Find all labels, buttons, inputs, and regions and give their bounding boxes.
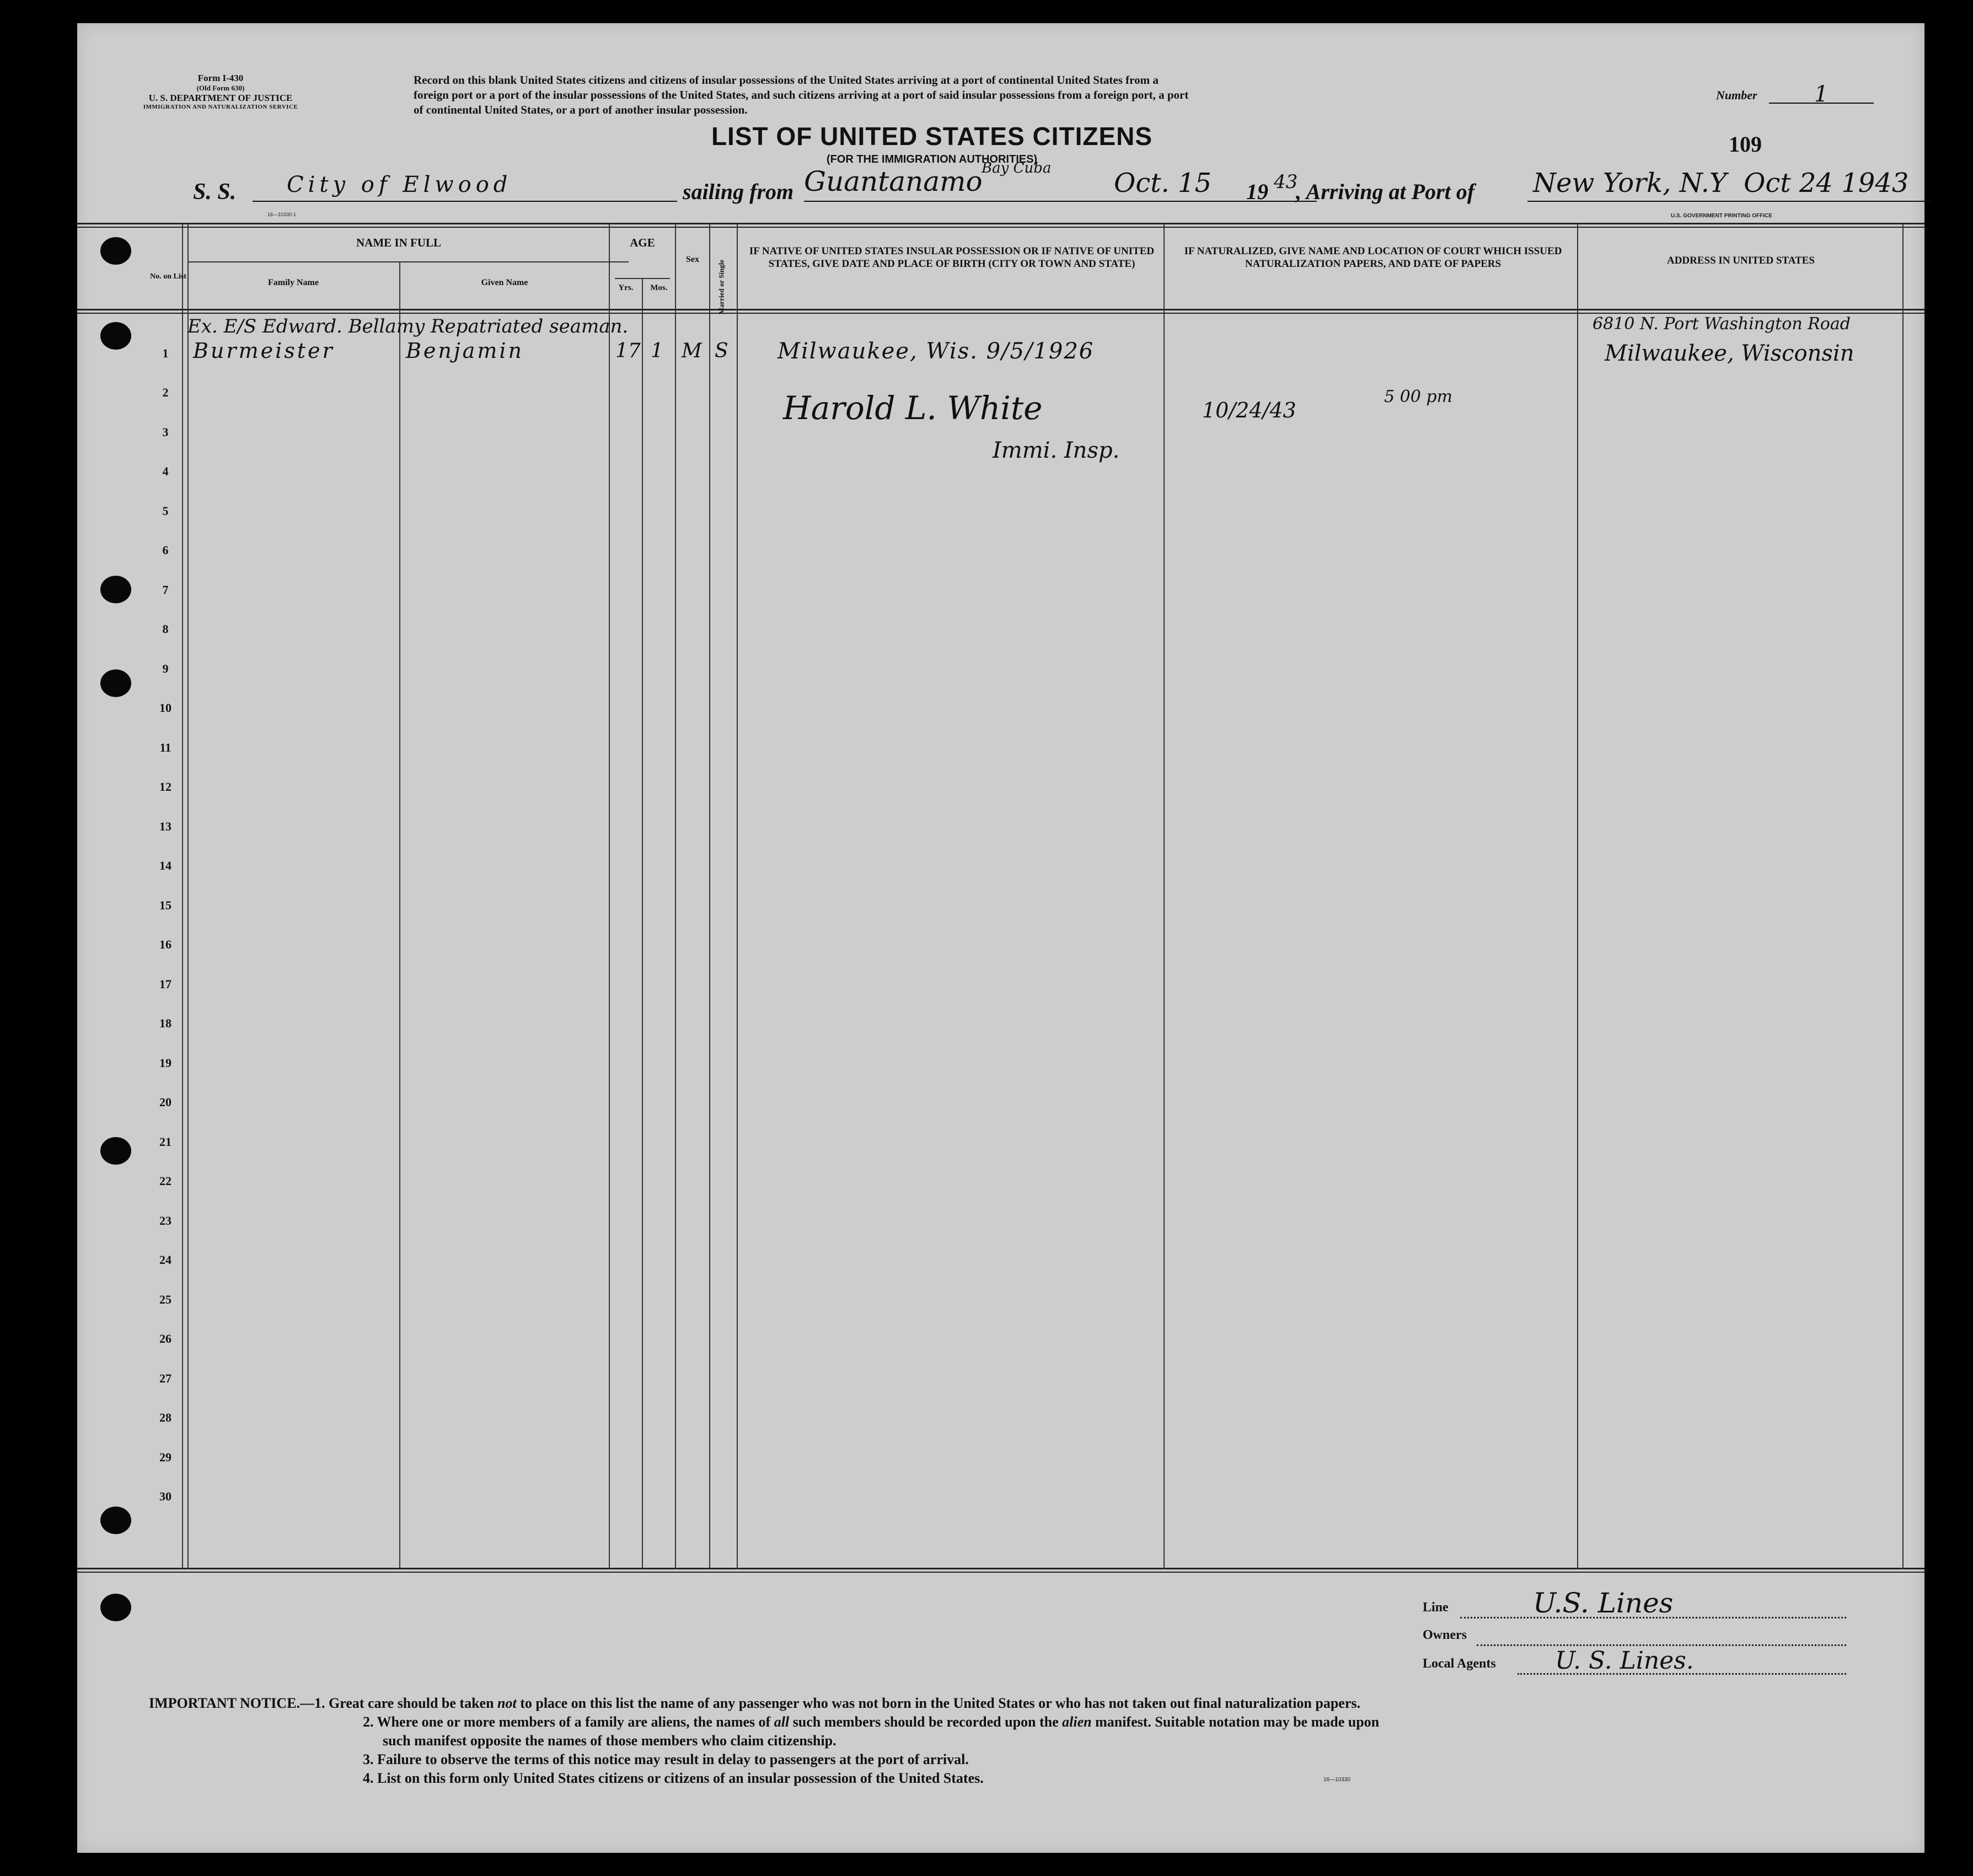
header-native-birth: IF NATIVE OF UNITED STATES INSULAR POSSESSION OR IF NATIVE OF UNITED STATES, GIVE DATE AND PLACE OF BIRTH (CITY OR TOWN AND STATE) <box>749 245 1155 270</box>
notice-emphasis: all <box>774 1714 790 1730</box>
row-number: 3 <box>162 425 169 439</box>
row-number: 18 <box>159 1016 171 1030</box>
notice-text: such members should be recorded upon the <box>789 1714 1063 1730</box>
row-number: 5 <box>162 504 169 518</box>
local-agents-value: U. S. Lines. <box>1555 1647 1694 1675</box>
column-divider <box>187 224 189 1569</box>
punch-hole <box>100 1594 131 1621</box>
column-divider <box>675 224 676 1569</box>
header-bottom-border <box>77 309 1924 310</box>
row-number: 12 <box>159 780 171 794</box>
row1-age-months: 1 <box>651 340 663 362</box>
row-number: 26 <box>159 1332 171 1346</box>
row-number: 4 <box>162 464 169 478</box>
header-given-name: Given Name <box>481 278 528 287</box>
row-number: 25 <box>159 1293 171 1306</box>
header-name-in-full: NAME IN FULL <box>356 236 441 249</box>
header-naturalized: IF NATURALIZED, GIVE NAME AND LOCATION OF COURT WHICH ISSUED NATURALIZATION PAPERS, AND DATE OF PAPERS <box>1184 245 1562 270</box>
page-title: LIST OF UNITED STATES CITIZENS <box>711 122 1153 151</box>
notice-item-3: 3. Failure to observe the terms of this notice may result in delay to passengers at the port of arrival. <box>363 1751 969 1767</box>
departure-date: Oct. 15 <box>1114 168 1212 199</box>
row-number: 17 <box>159 977 171 991</box>
punch-hole <box>100 576 131 603</box>
departure-underline <box>804 201 1317 202</box>
line-label: Line <box>1423 1600 1449 1615</box>
punch-hole <box>100 237 131 265</box>
arriving-label: , Arriving at Port of <box>1296 179 1475 204</box>
row1-address-line1: 6810 N. Port Washington Road <box>1593 314 1851 334</box>
ship-underline <box>253 201 677 202</box>
important-notice <box>149 1694 1919 1788</box>
row1-family-name: Burmeister <box>193 339 335 363</box>
row-number: 19 <box>159 1056 171 1070</box>
row-number: 14 <box>159 859 171 872</box>
header-married-single: Married or Single <box>717 259 726 315</box>
row-number: 8 <box>162 622 169 636</box>
row-number: 11 <box>159 741 171 754</box>
column-divider <box>737 224 738 1569</box>
header-sex: Sex <box>686 255 699 264</box>
page-subtitle: (FOR THE IMMIGRATION AUTHORITIES) <box>826 153 1038 165</box>
name-group-divider <box>187 261 629 262</box>
ss-label: S. S. <box>193 179 237 205</box>
row1-birth-place-date: Milwaukee, Wis. 9/5/1926 <box>778 339 1095 364</box>
notice-item-1 <box>149 1694 1919 1713</box>
notice-item-2 <box>149 1713 1919 1732</box>
inspector-title: Immi. Insp. <box>993 438 1120 463</box>
inspection-date: 10/24/43 <box>1202 398 1296 422</box>
inspector-signature: Harold L. White <box>783 389 1043 427</box>
notice-title: IMPORTANT NOTICE.— <box>149 1695 315 1711</box>
column-divider <box>1577 224 1578 1569</box>
column-divider <box>1902 224 1904 1569</box>
notice-text: 1. Great care should be taken <box>314 1695 498 1711</box>
row-number: 21 <box>159 1135 171 1149</box>
ship-name: City of Elwood <box>287 172 512 197</box>
punch-hole <box>100 322 131 350</box>
row1-age-years: 17 <box>615 340 641 362</box>
record-line: foreign port or a port of the insular possessions of the United States, and such citizens arriving at a port of said insular possessions from a foreign port, a port <box>414 88 1189 101</box>
printing-office: U.S. GOVERNMENT PRINTING OFFICE <box>1671 213 1772 219</box>
column-divider <box>642 278 643 1569</box>
handwritten-annotation: Ex. E/S Edward. Bellamy Repatriated seaman. <box>187 315 629 337</box>
row-number: 1 <box>162 346 169 360</box>
row-number: 27 <box>159 1371 171 1385</box>
row-number: 16 <box>159 937 171 951</box>
header-family-name: Family Name <box>268 278 319 287</box>
local-agents-label: Local Agents <box>1423 1657 1496 1671</box>
year-suffix: 43 <box>1274 171 1298 193</box>
number-value: 1 <box>1814 82 1829 107</box>
manifest-sheet <box>77 23 1924 1853</box>
line-value: U.S. Lines <box>1533 1587 1674 1619</box>
sailing-label: sailing from <box>683 179 794 204</box>
form-identifier <box>121 73 320 110</box>
notice-item-4: 4. List on this form only United States citizens or citizens of an insular possession of the United States. <box>363 1770 984 1786</box>
column-divider <box>609 224 610 1569</box>
row-number: 30 <box>159 1489 171 1503</box>
number-label: Number <box>1716 88 1757 102</box>
row-number: 28 <box>159 1411 171 1424</box>
owners-dotted-rule <box>1477 1644 1846 1646</box>
header-address: ADDRESS IN UNITED STATES <box>1666 255 1815 266</box>
punch-hole <box>100 1507 131 1534</box>
column-divider <box>182 224 183 1569</box>
notice-text: manifest. Suitable notation may be made upon <box>1091 1714 1380 1730</box>
table-bottom-border <box>77 1568 1924 1569</box>
row-number: 7 <box>162 583 169 597</box>
inspection-time: 5 00 pm <box>1384 387 1452 406</box>
header-age-months: Mos. <box>650 283 668 292</box>
printer-code: 16—10330-1 <box>267 212 297 217</box>
record-instructions <box>414 73 1715 117</box>
departure-port-note: Bay Cuba <box>982 160 1052 176</box>
column-divider <box>399 261 400 1569</box>
row-number: 13 <box>159 819 171 833</box>
row-number: 6 <box>162 543 169 557</box>
row-number: 23 <box>159 1214 171 1228</box>
arrival-port-date: New York, N.Y Oct 24 1943 <box>1533 168 1909 199</box>
header-age: AGE <box>630 236 655 249</box>
row-number: 29 <box>159 1450 171 1464</box>
row-number: 15 <box>159 898 171 912</box>
departure-port: Guantanamo <box>804 165 983 197</box>
page-number: 109 <box>1729 132 1762 157</box>
service-name: IMMIGRATION AND NATURALIZATION SERVICE <box>143 104 298 110</box>
row-number: 2 <box>162 385 169 399</box>
arrival-underline <box>1527 201 1930 202</box>
notice-text: 2. Where one or more members of a family are aliens, the names of <box>363 1714 774 1730</box>
row1-sex: M <box>682 340 702 362</box>
column-divider <box>709 224 710 1569</box>
row-number: 9 <box>162 662 169 676</box>
header-bottom-border <box>77 313 1924 314</box>
punch-hole <box>100 669 131 697</box>
table-bottom-border <box>77 1572 1924 1573</box>
row-number: 22 <box>159 1174 171 1188</box>
row1-marital-status: S <box>715 340 728 362</box>
notice-item-2-continued: such manifest opposite the names of those members who claim citizenship. <box>383 1733 837 1749</box>
department-name: U. S. DEPARTMENT OF JUSTICE <box>148 93 293 103</box>
year-prefix: 19 <box>1246 179 1268 204</box>
record-line: Record on this blank United States citizens and citizens of insular possessions of the United States arriving at a port of continental United States from a <box>414 73 1159 87</box>
record-line: of continental United States, or a port of another insular possession. <box>414 103 748 116</box>
old-form-number: (Old Form 630) <box>196 84 245 92</box>
row-number: 10 <box>159 701 171 715</box>
printer-code-bottom: 16—10330 <box>1323 1777 1350 1783</box>
row-number: 24 <box>159 1253 171 1267</box>
row-number: 20 <box>159 1095 171 1109</box>
punch-hole <box>100 1137 131 1165</box>
owners-label: Owners <box>1423 1628 1467 1642</box>
table-top-border <box>77 223 1924 224</box>
header-no-on-list: No. on List <box>150 272 186 281</box>
row1-address-line2: Milwaukee, Wisconsin <box>1605 341 1854 366</box>
table-top-border <box>77 227 1924 228</box>
notice-text: to place on this list the name of any passenger who was not born in the United States or who has not taken out final naturalization papers. <box>516 1695 1360 1711</box>
notice-emphasis: alien <box>1062 1714 1092 1730</box>
notice-emphasis: not <box>497 1695 517 1711</box>
header-age-years: Yrs. <box>618 283 634 292</box>
form-number: Form I-430 <box>197 73 244 83</box>
row1-given-name: Benjamin <box>406 339 524 363</box>
column-divider <box>1164 224 1165 1569</box>
